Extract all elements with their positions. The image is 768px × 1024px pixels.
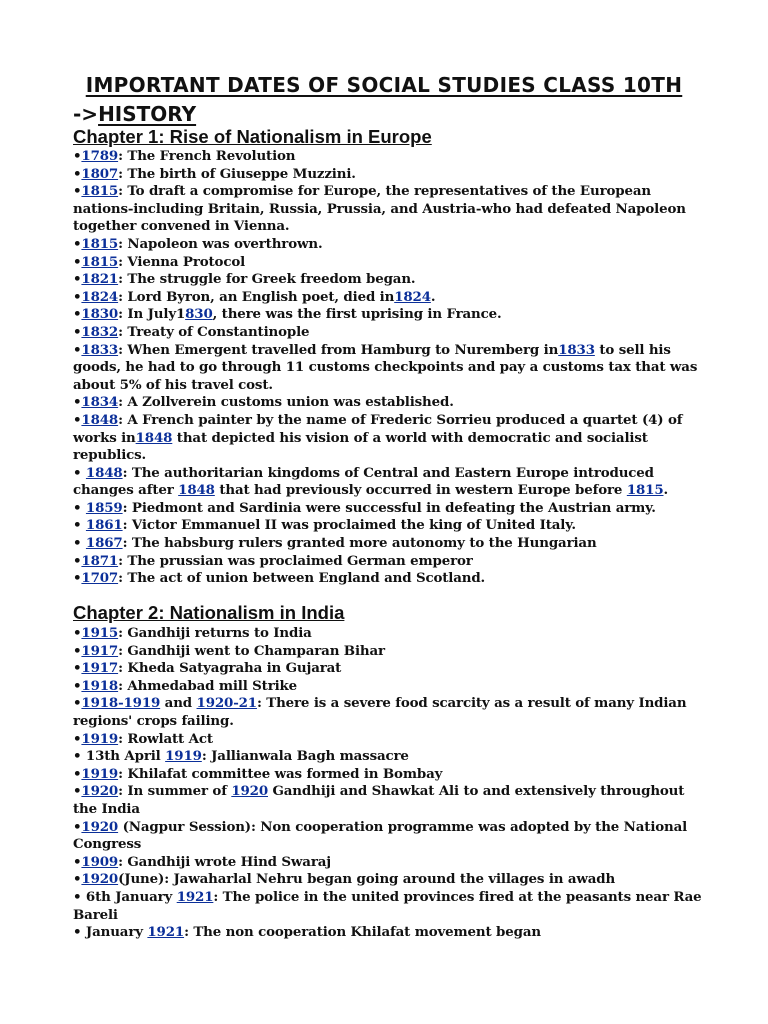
entry-text: • [73, 552, 82, 569]
year-link[interactable]: 1821 [81, 271, 119, 288]
date-entry [73, 254, 703, 272]
entry-text: • [73, 499, 86, 516]
date-entry [73, 570, 703, 588]
year-link[interactable]: 1918-1919 [81, 695, 161, 712]
entry-text: • [73, 235, 82, 252]
year-link[interactable]: 1830 [81, 306, 119, 323]
entry-text: : In summer of [118, 783, 232, 800]
entry-text: : The struggle for Greek freedom began. [118, 271, 416, 288]
entry-text: and [160, 695, 197, 712]
year-link[interactable]: 1917 [81, 642, 119, 659]
entry-text: • [73, 871, 82, 888]
year-link[interactable]: 1867 [85, 535, 123, 552]
date-entry [73, 517, 703, 535]
entry-text: • [73, 464, 86, 481]
chapter-2-date-list [73, 625, 703, 942]
entry-text: : Kheda Satyagraha in Gujarat [118, 660, 342, 677]
entry-text: : Khilafat committee was formed in Bombay [118, 765, 443, 782]
year-link[interactable]: 1920 [81, 783, 119, 800]
date-entry [73, 766, 703, 784]
entry-text: • 6th January [73, 888, 177, 905]
entry-text: • [73, 341, 82, 358]
date-entry [73, 271, 703, 289]
date-entry [73, 695, 703, 730]
entry-text: : When Emergent travelled from Hamburg to Nuremberg in [118, 341, 559, 358]
entry-text: : The habsburg rulers granted more autonomy to the Hungarian [122, 535, 597, 552]
section-prefix: -> [73, 102, 99, 126]
year-link[interactable]: 1859 [85, 499, 123, 516]
date-entry [73, 166, 703, 184]
entry-text: : A French painter by the name of Frederic Sorrieu produced a quartet (4) of works in [73, 411, 683, 446]
year-link[interactable]: 1917 [81, 660, 119, 677]
entry-text: : Lord Byron, an English poet, died in [118, 288, 395, 305]
entry-text: • [73, 394, 82, 411]
date-entry [73, 236, 703, 254]
entry-text: : A Zollverein customs union was established. [118, 394, 454, 411]
date-entry [73, 324, 703, 342]
entry-text: • [73, 306, 82, 323]
entry-text: • [73, 570, 82, 587]
entry-text: that had previously occurred in western Europe before [214, 482, 627, 499]
entry-text: : To draft a compromise for Europe, the representatives of the European nations-including Britain, Russia, Prussia, and Austria-who had defeated Napoleon together convened in Vienna. [73, 183, 686, 235]
entry-text: : The authoritarian kingdoms of Central and Eastern Europe introduced changes after [73, 464, 654, 499]
year-link[interactable]: 1815 [81, 235, 119, 252]
date-entry [73, 148, 703, 166]
date-entry [73, 183, 703, 236]
entry-text: : Treaty of Constantinople [118, 323, 310, 340]
year-link[interactable]: 1920 [231, 783, 268, 800]
entry-text: • [73, 695, 82, 712]
date-entry [73, 854, 703, 872]
entry-text: : Napoleon was overthrown. [118, 235, 323, 252]
entry-text: • [73, 165, 82, 182]
entry-text: • [73, 411, 82, 428]
year-link[interactable]: 1815 [626, 482, 664, 499]
entry-text: : In July1 [118, 306, 186, 323]
entry-text: : Vienna Protocol [118, 253, 246, 270]
entry-text: : The act of union between England and Scotland. [118, 570, 486, 587]
date-entry [73, 871, 703, 889]
year-link[interactable]: 1848 [81, 411, 119, 428]
entry-text: Gandhiji and Shawkat Ali to and extensively throughout the India [73, 783, 685, 817]
entry-text: : There is a severe food scarcity as a result of many Indian regions' crops failing. [73, 695, 687, 729]
page-title: IMPORTANT DATES OF SOCIAL STUDIES CLASS 10TH [85, 73, 683, 97]
entry-text: : The birth of Giuseppe Muzzini. [118, 165, 356, 182]
entry-text: • [73, 730, 82, 747]
entry-text: (Nagpur Session): Non cooperation programme was adopted by the National Congress [73, 818, 688, 853]
year-link[interactable]: 1824 [394, 288, 431, 305]
entry-text: • [73, 642, 82, 659]
entry-text: , there was the first uprising in France. [212, 306, 502, 323]
entry-text: : Gandhiji returns to India [118, 625, 312, 641]
chapter-1-title: Chapter 1: Rise of Nationalism in Europe [73, 126, 432, 147]
date-entry [73, 306, 703, 324]
date-entry [73, 731, 703, 749]
entry-text: • [73, 783, 82, 800]
year-link[interactable]: 1920 [81, 871, 119, 888]
entry-text: (June): Jawaharlal Nehru began going around the villages in awadh [118, 871, 616, 888]
date-entry [73, 553, 703, 571]
year-link[interactable]: 1919 [81, 730, 119, 747]
year-link[interactable]: 1833 [81, 341, 119, 358]
entry-text: • January [73, 924, 148, 941]
year-link[interactable]: 1815 [81, 183, 119, 200]
year-link[interactable]: 1920-21 [196, 695, 257, 712]
chapter-2-title: Chapter 2: Nationalism in India [73, 602, 345, 623]
year-link[interactable]: 1824 [81, 288, 119, 305]
year-link[interactable]: 1909 [81, 853, 119, 870]
date-entry [73, 394, 703, 412]
entry-text: • [73, 148, 82, 164]
year-link[interactable]: 1918 [81, 677, 119, 694]
entry-text: • [73, 765, 82, 782]
year-link[interactable]: 1834 [81, 394, 119, 411]
date-entry [73, 342, 703, 395]
entry-text: : The police in the united provinces fired at the peasants near Rae Bareli [73, 888, 702, 923]
date-entry [73, 924, 703, 942]
entry-text: : The prussian was proclaimed German emperor [118, 552, 473, 569]
date-entry [73, 783, 703, 818]
section-label: HISTORY [98, 102, 197, 126]
year-link[interactable]: 1871 [81, 552, 119, 569]
entry-text: • [73, 288, 82, 305]
entry-text: : Piedmont and Sardinia were successful in defeating the Austrian army. [122, 499, 656, 516]
date-entry [73, 643, 703, 661]
year-link[interactable]: 1833 [558, 341, 595, 358]
entry-text: • [73, 253, 82, 270]
year-link[interactable]: 1707 [81, 570, 119, 587]
date-entry [73, 465, 703, 500]
date-entry [73, 660, 703, 678]
year-link[interactable]: 1815 [81, 253, 119, 270]
year-link[interactable]: 1789 [81, 148, 119, 164]
year-link[interactable]: 1921 [176, 888, 214, 905]
entry-text: : Gandhiji went to Champaran Bihar [118, 642, 385, 659]
date-entry [73, 289, 703, 307]
year-link[interactable]: 1848 [85, 464, 123, 481]
entry-text: : Victor Emmanuel II was proclaimed the king of United Italy. [122, 517, 576, 534]
date-entry [73, 889, 703, 924]
date-entry [73, 500, 703, 518]
entry-text: • 13th April [73, 748, 166, 765]
entry-text: • [73, 271, 82, 288]
year-link[interactable]: 1861 [85, 517, 123, 534]
year-link[interactable]: 830 [185, 306, 213, 323]
year-link[interactable]: 1848 [135, 429, 173, 446]
section-heading [73, 100, 196, 128]
entry-text: : Jallianwala Bagh massacre [201, 748, 409, 765]
year-link[interactable]: 1848 [178, 482, 215, 499]
entry-text: • [73, 183, 82, 200]
date-entry [73, 678, 703, 696]
entry-text: : Rowlatt Act [118, 730, 213, 747]
entry-text: . [430, 288, 436, 305]
entry-text: • [73, 853, 82, 870]
entry-text: • [73, 625, 82, 641]
year-link[interactable]: 1919 [165, 748, 202, 765]
entry-text: that depicted his vision of a world with democratic and socialist republics. [73, 429, 648, 464]
year-link[interactable]: 1807 [81, 165, 119, 182]
entry-text: to sell his goods, he had to go through 11 customs checkpoints and pay a customs tax that was about 5% of his travel cost. [73, 341, 698, 393]
year-link[interactable]: 1920 [81, 818, 119, 835]
entry-text: . [663, 482, 668, 499]
date-entry [73, 535, 703, 553]
entry-text: • [73, 517, 86, 534]
entry-text: • [73, 660, 82, 677]
entry-text: • [73, 323, 82, 340]
entry-text: : Gandhiji wrote Hind Swaraj [118, 853, 331, 870]
entry-text: : The non cooperation Khilafat movement began [184, 924, 541, 941]
entry-text: : The French Revolution [118, 148, 296, 164]
year-link[interactable]: 1915 [81, 625, 119, 641]
date-entry [73, 412, 703, 465]
year-link[interactable]: 1919 [81, 765, 119, 782]
date-entry [73, 625, 703, 643]
chapter-1-date-list [73, 148, 703, 588]
date-entry [73, 748, 703, 766]
entry-text: • [73, 535, 86, 552]
entry-text: • [73, 677, 82, 694]
year-link[interactable]: 1921 [147, 924, 185, 941]
entry-text: • [73, 818, 82, 835]
entry-text: : Ahmedabad mill Strike [118, 677, 298, 694]
year-link[interactable]: 1832 [81, 323, 119, 340]
date-entry [73, 819, 703, 854]
